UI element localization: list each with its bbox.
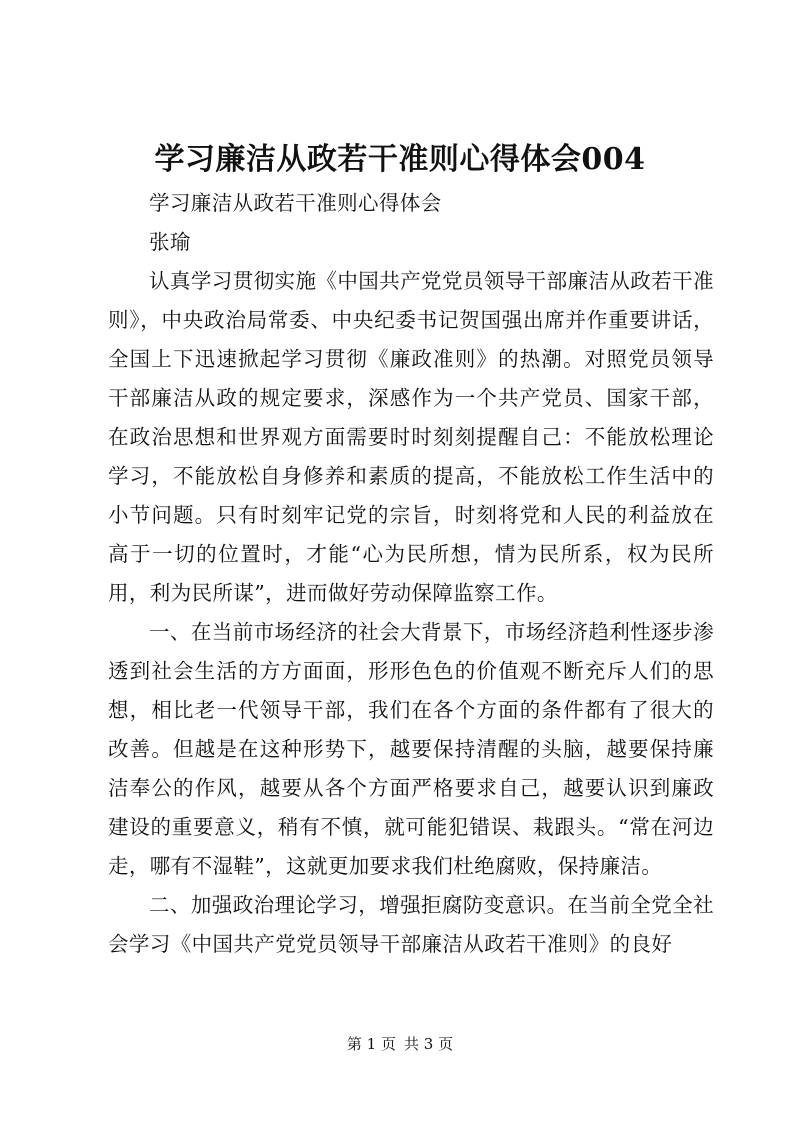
document-title: 学习廉洁从政若干准则心得体会004 [154, 142, 646, 177]
page-total: 共 3 页 [404, 1035, 454, 1053]
document-body [108, 184, 714, 964]
body-paragraph: 认真学习贯彻实施《中国共产党党员领导干部廉洁从政若干准则》，中央政治局常委、中央纪委书记贺国强出席并作重要讲话，全国上下迅速掀起学习贯彻《廉政准则》的热潮。对照党员领导干部廉洁从政的规定要求，深感作为一个共产党员、国家干部，在政治思想和世界观方面需要时时刻刻提醒自己：不能放松理论学习，不能放松自身修养和素质的提高，不能放松工作生活中的小节问题。只有时刻牢记党的宗旨，时刻将党和人民的利益放在高于一切的位置时，才能“心为民所想，情为民所系，权为民所用，利为民所谋”，进而做好劳动保障监察工作。 [108, 269, 714, 605]
body-paragraph: 二、加强政治理论学习，增强拒腐防变意识。在当前全党全社会学习《中国共产党党员领导干部廉洁从政若干准则》的良好 [108, 893, 714, 956]
author-paragraph: 张瑜 [149, 230, 191, 254]
page-number: 第 1 页 [346, 1035, 396, 1053]
page-footer [0, 1034, 800, 1054]
subtitle-paragraph: 学习廉洁从政若干准则心得体会 [149, 191, 442, 215]
body-paragraph: 一、在当前市场经济的社会大背景下，市场经济趋利性逐步渗透到社会生活的方方面面，形形色色的价值观不断充斥人们的思想，相比老一代领导干部，我们在各个方面的条件都有了很大的改善。但越是在这种形势下，越要保持清醒的头脑，越要保持廉洁奉公的作风，越要从各个方面严格要求自己，越要认识到廉政建设的重要意义，稍有不慎，就可能犯错误、栽跟头。“常在河边走，哪有不湿鞋”，这就更加要求我们杜绝腐败，保持廉洁。 [108, 620, 714, 878]
